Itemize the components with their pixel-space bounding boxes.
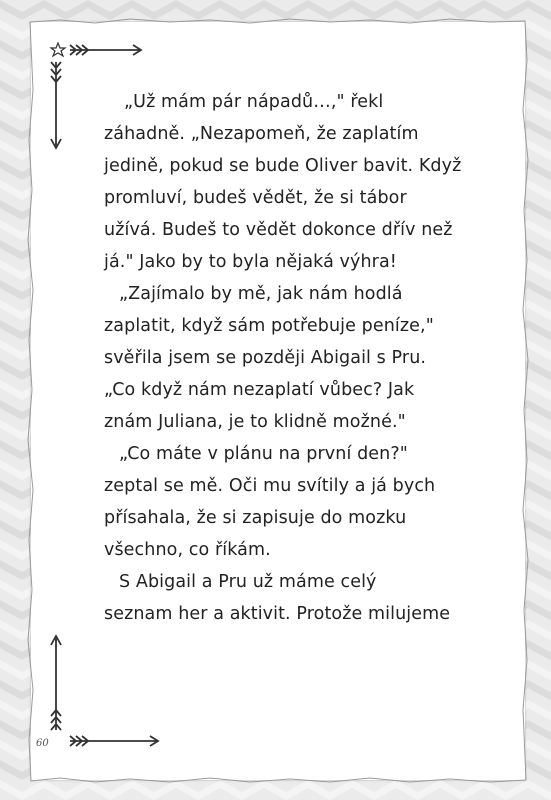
text-line: „Už mám pár nápadů…," řekl	[124, 92, 384, 112]
page-number: 60	[36, 738, 49, 749]
text-line: přísahala, že si zapisuje do mozku	[104, 508, 407, 528]
text-line: „Co máte v plánu na první den?"	[119, 444, 408, 464]
text-line: „Co když nám nezaplatí vůbec? Jak	[104, 380, 415, 400]
text-line: zaplatit, když sám potřebuje peníze,"	[104, 316, 434, 336]
text-line: promluví, budeš vědět, že si tábor	[104, 188, 407, 208]
text-line: zeptal se mě. Oči mu svítily a já bych	[104, 476, 436, 496]
text-line: já." Jako by to byla nějaká výhra!	[104, 252, 397, 272]
text-line: seznam her a aktivit. Protože milujeme	[104, 604, 451, 624]
text-line: záhadně. „Nezapomeň, že zaplatím	[104, 124, 419, 144]
text-line: užívá. Budeš to vědět dokonce dřív než	[104, 220, 453, 240]
text-line: „Zajímalo by mě, jak nám hodlá	[119, 284, 403, 304]
body-text	[104, 86, 512, 630]
text-line: znám Juliana, je to klidně možné."	[104, 412, 406, 432]
text-line: jedině, pokud se bude Oliver bavit. Když	[104, 156, 462, 176]
text-line: svěřila jsem se později Abigail s Pru.	[104, 348, 427, 368]
text-line: všechno, co říkám.	[104, 540, 271, 560]
text-line: S Abigail a Pru už máme celý	[119, 572, 377, 592]
